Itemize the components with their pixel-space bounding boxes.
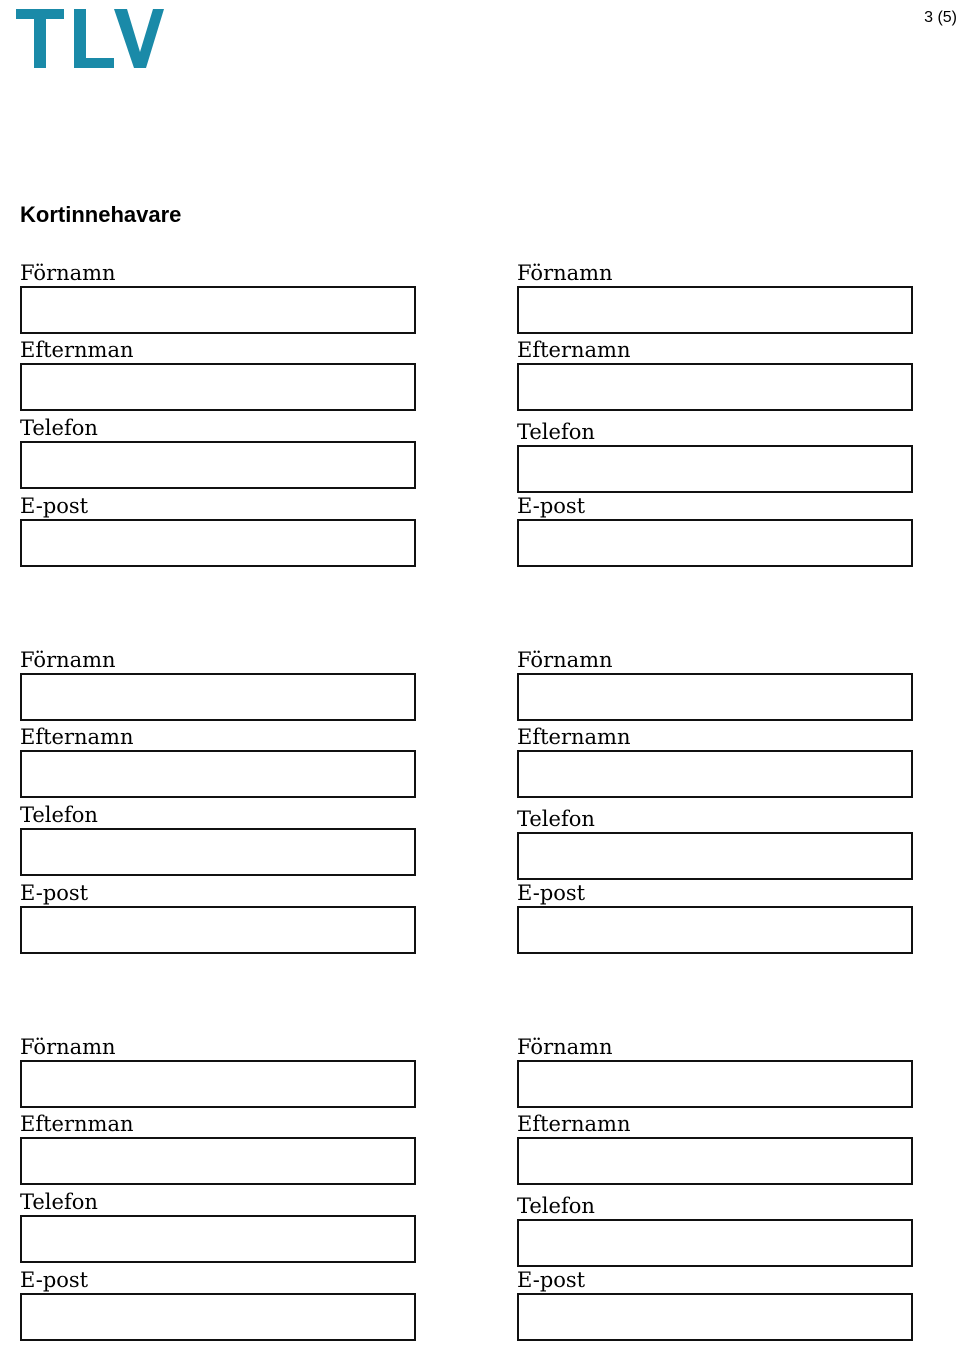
email-input[interactable] [517, 519, 913, 567]
phone-label: Telefon [517, 1194, 595, 1218]
last-name-input[interactable] [20, 363, 416, 411]
last-name-field [20, 1111, 416, 1191]
last-name-input[interactable] [20, 750, 416, 798]
email-field [20, 1267, 416, 1347]
first-name-label: Förnamn [20, 1035, 116, 1059]
page-number: 3 (5) [924, 9, 957, 26]
phone-input[interactable] [517, 832, 913, 880]
section-title: Kortinnehavare [20, 202, 182, 227]
email-label: E-post [20, 881, 89, 905]
email-input[interactable] [20, 906, 416, 954]
first-name-input[interactable] [517, 286, 913, 334]
email-label: E-post [20, 494, 89, 518]
phone-input[interactable] [20, 1215, 416, 1263]
phone-input[interactable] [20, 441, 416, 489]
phone-input[interactable] [20, 828, 416, 876]
first-name-field [517, 647, 913, 727]
last-name-label: Efternman [20, 1112, 134, 1136]
email-label: E-post [517, 494, 586, 518]
last-name-input[interactable] [20, 1137, 416, 1185]
email-field [517, 493, 913, 573]
first-name-label: Förnamn [20, 261, 116, 285]
last-name-label: Efternman [20, 338, 134, 362]
last-name-input[interactable] [517, 750, 913, 798]
first-name-input[interactable] [517, 1060, 913, 1108]
last-name-label: Efternamn [517, 1112, 631, 1136]
phone-label: Telefon [20, 416, 98, 440]
first-name-field [20, 647, 416, 727]
phone-field [517, 1193, 913, 1273]
first-name-field [517, 260, 913, 340]
first-name-label: Förnamn [517, 648, 613, 672]
email-field [20, 880, 416, 960]
email-label: E-post [517, 881, 586, 905]
first-name-field [20, 260, 416, 340]
phone-field [20, 802, 416, 882]
email-field [517, 1267, 913, 1347]
first-name-input[interactable] [20, 1060, 416, 1108]
first-name-input[interactable] [517, 673, 913, 721]
email-label: E-post [517, 1268, 586, 1292]
first-name-label: Förnamn [20, 648, 116, 672]
phone-label: Telefon [517, 420, 595, 444]
phone-input[interactable] [517, 445, 913, 493]
phone-input[interactable] [517, 1219, 913, 1267]
first-name-input[interactable] [20, 286, 416, 334]
first-name-input[interactable] [20, 673, 416, 721]
phone-field [20, 1189, 416, 1269]
first-name-label: Förnamn [517, 261, 613, 285]
last-name-input[interactable] [517, 363, 913, 411]
phone-label: Telefon [20, 803, 98, 827]
last-name-field [517, 724, 913, 804]
last-name-field [517, 1111, 913, 1191]
last-name-field [517, 337, 913, 417]
last-name-input[interactable] [517, 1137, 913, 1185]
phone-field [517, 806, 913, 886]
email-field [20, 493, 416, 573]
tlv-logo [14, 6, 166, 70]
last-name-label: Efternamn [517, 725, 631, 749]
phone-label: Telefon [517, 807, 595, 831]
email-input[interactable] [20, 519, 416, 567]
phone-label: Telefon [20, 1190, 98, 1214]
last-name-label: Efternamn [517, 338, 631, 362]
phone-field [517, 419, 913, 499]
phone-field [20, 415, 416, 495]
first-name-field [517, 1034, 913, 1114]
email-input[interactable] [517, 906, 913, 954]
last-name-field [20, 724, 416, 804]
last-name-label: Efternamn [20, 725, 134, 749]
email-input[interactable] [517, 1293, 913, 1341]
email-input[interactable] [20, 1293, 416, 1341]
email-field [517, 880, 913, 960]
first-name-label: Förnamn [517, 1035, 613, 1059]
first-name-field [20, 1034, 416, 1114]
last-name-field [20, 337, 416, 417]
email-label: E-post [20, 1268, 89, 1292]
